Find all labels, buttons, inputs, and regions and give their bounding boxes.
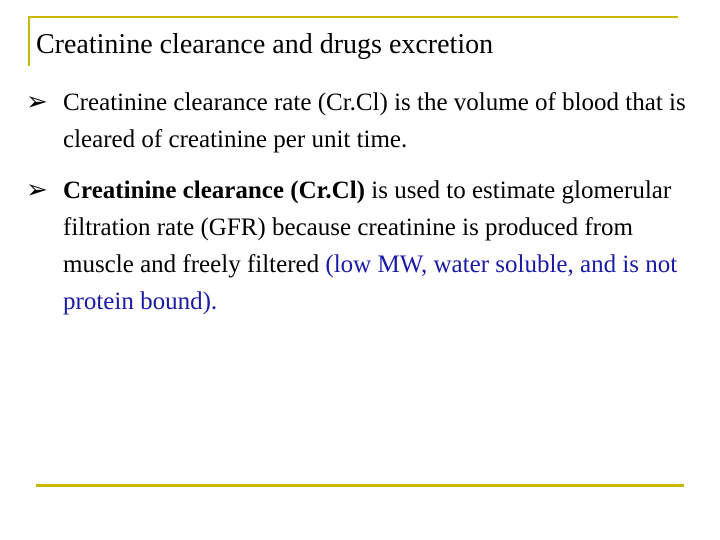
title-frame-left-line	[28, 16, 30, 66]
body-text: is used to estimate glomerular filtration rate (GFR) because creatinine is produced from muscle and freely filtered	[63, 177, 672, 278]
bottom-rule	[36, 484, 684, 487]
highlighted-text: (low MW, water soluble, and is not protein bound).	[63, 251, 678, 315]
bullet-text	[63, 172, 703, 320]
title-frame-top-line	[28, 16, 678, 18]
bullet-arrow-icon: ➢	[26, 175, 48, 205]
slide-title: Creatinine clearance and drugs excretion	[36, 29, 494, 60]
bold-term: Creatinine clearance (Cr.Cl)	[63, 177, 366, 204]
bullet-arrow-icon: ➢	[26, 87, 48, 117]
bullet-text: Creatinine clearance rate (Cr.Cl) is the volume of blood that is cleared of creatinine per unit time.	[63, 89, 686, 153]
